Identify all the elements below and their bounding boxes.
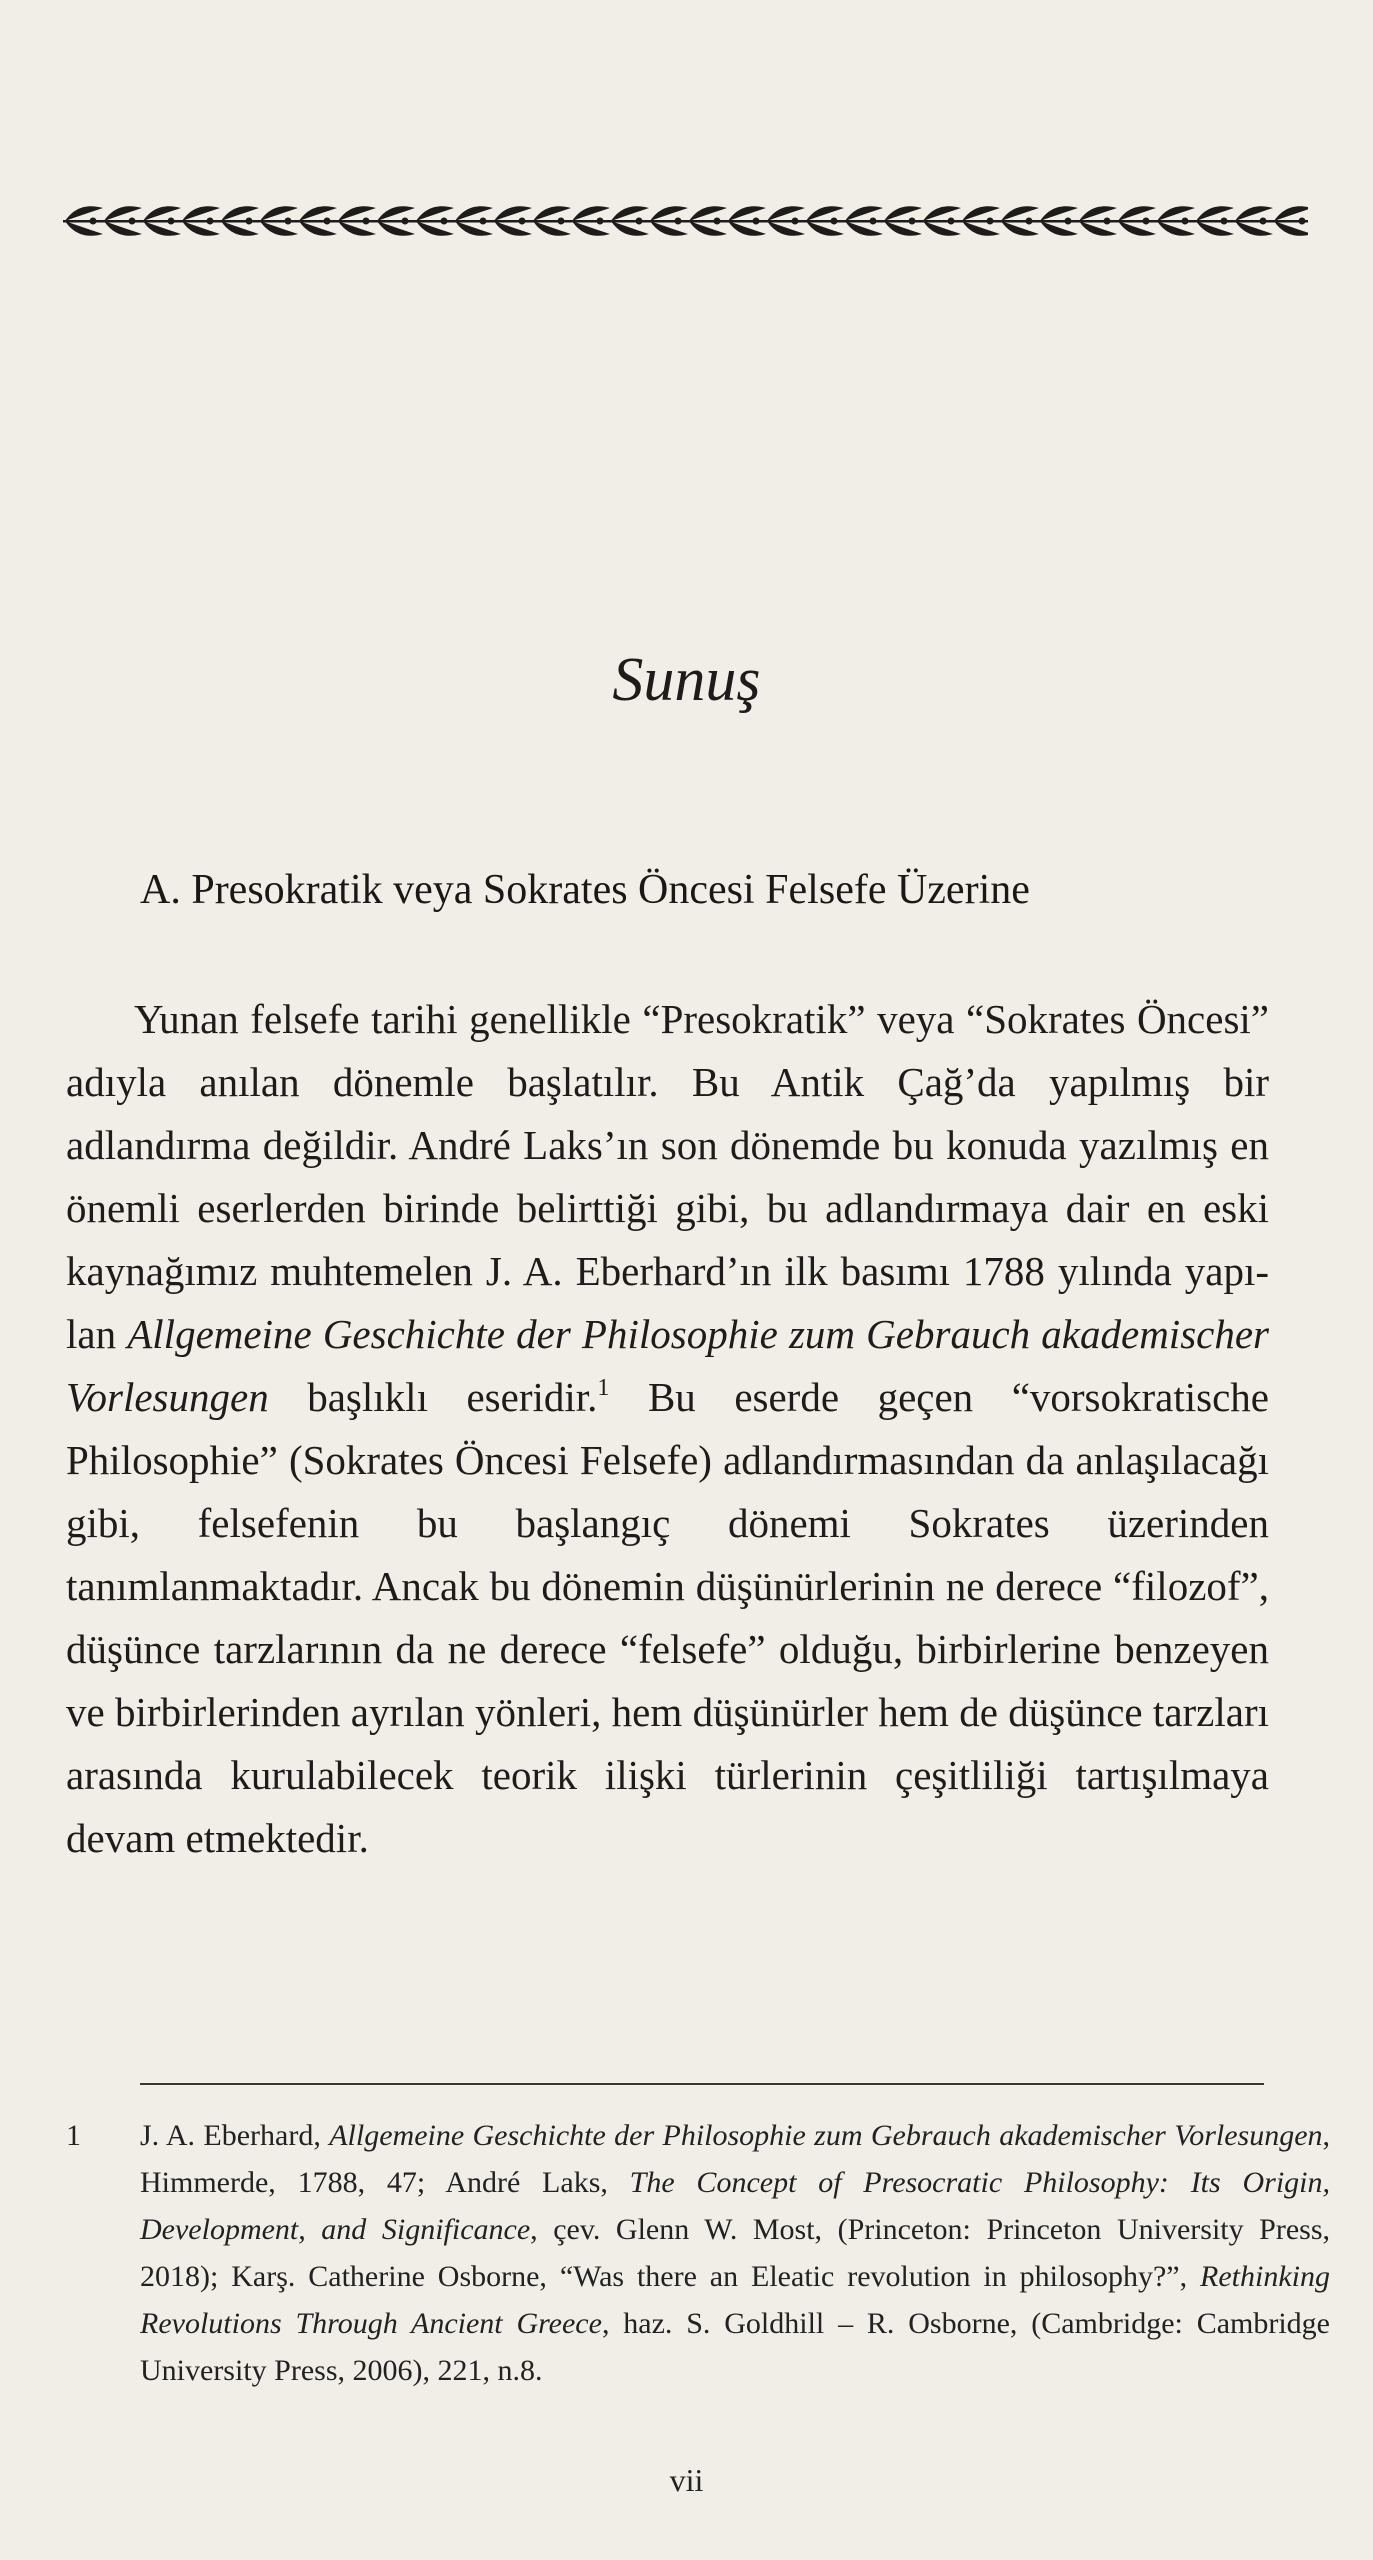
footnote-segment: J. A. Eberhard, xyxy=(140,2119,330,2152)
ornament-leaf-lower xyxy=(221,221,259,236)
ornament-leaf-lower xyxy=(1001,221,1039,236)
ornament-leaf-upper xyxy=(1079,206,1117,221)
ornament-leaf-lower xyxy=(650,221,688,236)
ornament-leaf-lower xyxy=(923,221,961,236)
footnote-segment: , Himmerde, 1788, 47; André Laks, xyxy=(140,2119,1331,2199)
ornament-leaf-upper xyxy=(884,206,922,221)
chapter-title: Sunuş xyxy=(612,646,761,714)
ornament-leaf-upper xyxy=(1118,206,1156,221)
ornament-leaf-lower xyxy=(533,221,571,236)
ornament-leaf-upper xyxy=(650,206,688,221)
paragraph-text: Yunan felsefe tarihi genellikle “Presokratik” veya “Sokrates Öncesi” adıyla anılan dönemle başlatılır. Bu Antik Çağ’da yapılmış bir adlandırma değildir. André Laks’ın son dönemde bu konuda yazılmış en önemli eserlerden birinde belirttiği gibi, bu adlandırmaya dair en eski kaynağımız muhtemelen J. A. Eberhard’ın ilk basımı 1788 yılında yapılan xyxy=(66,996,1269,1357)
footnote-italic-title: The Concept of Presocratic Philosophy: Its Origin, Development, and Significance xyxy=(140,2166,1330,2246)
ornament-leaf-upper xyxy=(923,206,961,221)
ornament-leaf-lower xyxy=(572,221,610,236)
footnote-reference: 1 xyxy=(597,1375,610,1401)
footnote-segment: , haz. S. Goldhill – R. Osborne, (Cambridge: Cambridge University Press, 2006), 221, n.8. xyxy=(140,2307,1330,2387)
ornament-leaf-lower xyxy=(65,221,103,236)
ornament-leaf-upper xyxy=(182,206,220,221)
ornament-leaf-lower xyxy=(377,221,415,236)
ornament-leaf-lower xyxy=(884,221,922,236)
ornament-leaf-lower xyxy=(299,221,337,236)
ornament-leaf-upper xyxy=(728,206,766,221)
ornament-leaf-upper xyxy=(1235,206,1273,221)
ornament-leaf-upper xyxy=(455,206,493,221)
ornament-leaf-lower xyxy=(338,221,376,236)
footnote-italic-title: Allgemeine Geschichte der Philosophie zum Gebrauch akademischer Vorlesungen xyxy=(329,2119,1323,2152)
ornament-leaf-lower xyxy=(1196,221,1234,236)
ornament-leaf-upper xyxy=(65,206,103,221)
footnote-segment: , çev. Glenn W. Most, (Princeton: Princeton University Press, 2018); Karş. Catherine Osborne, “Was there an Eleatic revolution in philosophy?”, xyxy=(140,2213,1330,2293)
ornament-leaf-upper xyxy=(1157,206,1195,221)
ornament-leaf-lower xyxy=(416,221,454,236)
decorative-ornament-border xyxy=(63,200,1308,242)
ornament-leaf-lower xyxy=(104,221,142,236)
ornament-leaf-lower xyxy=(845,221,883,236)
ornament-leaf-lower xyxy=(1079,221,1117,236)
ornament-leaf-lower xyxy=(1040,221,1078,236)
ornament-leaf-upper xyxy=(1040,206,1078,221)
ornament-leaf-upper xyxy=(845,206,883,221)
ornament-leaf-upper xyxy=(299,206,337,221)
footnote-text xyxy=(140,2112,1330,2394)
ornament-leaf-upper xyxy=(1196,206,1234,221)
ornament-leaf-lower xyxy=(962,221,1000,236)
ornament-leaf-lower xyxy=(806,221,844,236)
footnote-number: 1 xyxy=(66,2119,81,2152)
ornament-leaf-lower xyxy=(494,221,532,236)
ornament-leaf-lower xyxy=(611,221,649,236)
footnote-italic-title: Rethinking Revolutions Through Ancient Greece xyxy=(140,2260,1330,2340)
ornament-leaf-upper xyxy=(572,206,610,221)
ornament-leaf-upper xyxy=(104,206,142,221)
ornament-leaf-lower xyxy=(689,221,727,236)
ornament-leaf-upper xyxy=(416,206,454,221)
ornament-leaf-lower xyxy=(767,221,805,236)
page-number: vii xyxy=(669,2462,704,2498)
ornament-center-line xyxy=(63,220,1308,223)
ornament-leaf-upper xyxy=(377,206,415,221)
ornament-leaf-upper xyxy=(221,206,259,221)
body-paragraph xyxy=(66,988,1269,1870)
ornament-leaf-lower xyxy=(260,221,298,236)
ornament-leaf-lower xyxy=(143,221,181,236)
book-title-italic: Allgemeine Geschichte der Philosophie zum Gebrauch akademischer Vorlesungen xyxy=(66,1311,1269,1420)
footnote-divider xyxy=(140,2083,1264,2085)
ornament-leaf-lower xyxy=(182,221,220,236)
ornament-leaf-lower xyxy=(728,221,766,236)
ornament-leaf-lower xyxy=(1118,221,1156,236)
section-heading: A. Presokratik veya Sokrates Öncesi Felsefe Üzerine xyxy=(140,867,1030,913)
ornament-leaf-upper xyxy=(494,206,532,221)
ornament-leaf-upper xyxy=(260,206,298,221)
ornament-leaf-upper xyxy=(533,206,571,221)
ornament-leaf-lower xyxy=(1235,221,1273,236)
ornament-leaf-lower xyxy=(455,221,493,236)
ornament-leaf-upper xyxy=(767,206,805,221)
ornament-leaf-upper xyxy=(1001,206,1039,221)
ornament-leaf-upper xyxy=(806,206,844,221)
ornament-leaf-upper xyxy=(962,206,1000,221)
ornament-leaf-upper xyxy=(143,206,181,221)
ornament-leaf-lower xyxy=(1157,221,1195,236)
ornament-leaf-upper xyxy=(338,206,376,221)
paragraph-text: başlıklı eseridir. xyxy=(268,1374,598,1420)
paragraph-text: Bu eserde geçen “vorsokratische Philosophie” (Sokrates Öncesi Felsefe) adlandırmasından da anlaşılacağı gibi, felsefenin bu başlangıç dönemi Sokrates üzerinden tanımlanmaktadır. Ancak bu dönemin düşünürlerinin ne derece “filozof”, düşünce tarzlarının da ne derece “felsefe” olduğu, birbirlerine benzeyen ve birbirlerinden ayrılan yönleri, hem düşünürler hem de düşünce tarzları arasında kurulabilecek teorik ilişki türlerinin çeşitliliği tartışılmaya devam etmektedir. xyxy=(66,1374,1269,1861)
ornament-leaf-upper xyxy=(689,206,727,221)
ornament-leaf-upper xyxy=(611,206,649,221)
